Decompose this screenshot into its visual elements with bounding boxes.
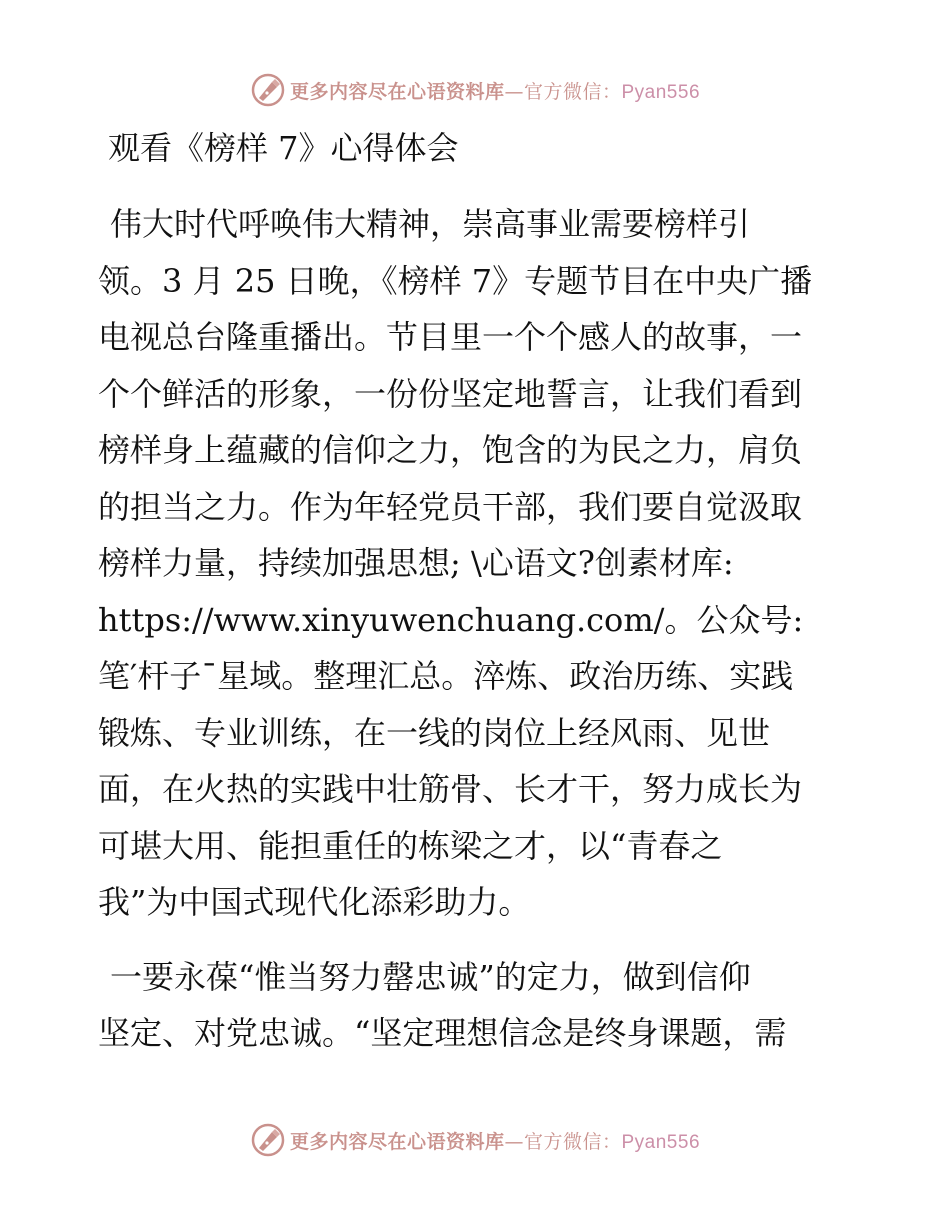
- watermark-site-text: 更多内容尽在心语资料库: [289, 80, 505, 103]
- paragraph-gap: [98, 931, 858, 949]
- watermark-header: [0, 70, 950, 110]
- text-line: https://www.xinyuwenchuang.com/。公众号:: [98, 600, 804, 639]
- text-line: 一要永葆“惟当努力罄忠诚”的定力，做到信仰: [110, 957, 751, 996]
- watermark-wechat-id: Pyan556: [621, 1131, 701, 1153]
- text-line: 电视总台隆重播出。节目里一个个感人的故事，一: [98, 318, 803, 356]
- text-line: 榜样身上蕴藏的信仰之力，饱含的为民之力，肩负: [98, 431, 803, 469]
- text-line: 榜样力量，持续加强思想; \心语文?创素材库:: [98, 544, 734, 582]
- text-line: 的担当之力。作为年轻党员干部，我们要自觉汲取: [98, 487, 803, 526]
- document-title: 观看《榜样 7》心得体会: [108, 129, 459, 167]
- pen-nib-logo-icon: [250, 1122, 286, 1158]
- text-line: 伟大时代呼唤伟大精神，崇高事业需要榜样引: [110, 205, 751, 243]
- paragraph-2: [98, 949, 858, 1062]
- text-line: 领。3 月 25 日晚，《榜样 7》专题节目在中央广播: [98, 261, 813, 300]
- text-line: 面，在火热的实践中壮筋骨、长才干，努力成长为: [98, 770, 803, 808]
- document-body: [98, 196, 858, 1062]
- paragraph-1: [98, 196, 858, 931]
- watermark-wechat-label: 官方微信：: [523, 1130, 622, 1153]
- watermark-text: [290, 1127, 700, 1154]
- text-line: 锻炼、专业训练，在一线的岗位上经风雨、见世: [98, 713, 771, 752]
- text-line: 坚定、对党忠诚。“坚定理想信念是终身课题，需: [98, 1014, 787, 1052]
- watermark-wechat-id: Pyan556: [621, 81, 701, 103]
- watermark-dash: —: [504, 80, 524, 103]
- text-line: 笔′杆子¯星域。整理汇总。淬炼、政治历练、实践: [98, 657, 794, 695]
- pen-nib-logo-icon: [250, 72, 286, 108]
- watermark-text: [290, 77, 700, 104]
- watermark-dash: —: [504, 1130, 524, 1153]
- watermark-site-text: 更多内容尽在心语资料库: [289, 1130, 505, 1153]
- watermark-footer: [0, 1120, 950, 1160]
- text-line: 我”为中国式现代化添彩助力。: [98, 883, 531, 921]
- watermark-wechat-label: 官方微信：: [523, 80, 622, 103]
- text-line: 个个鲜活的形象，一份份坚定地誓言，让我们看到: [98, 374, 803, 413]
- text-line: 可堪大用、能担重任的栋梁之才，以“青春之: [98, 826, 723, 865]
